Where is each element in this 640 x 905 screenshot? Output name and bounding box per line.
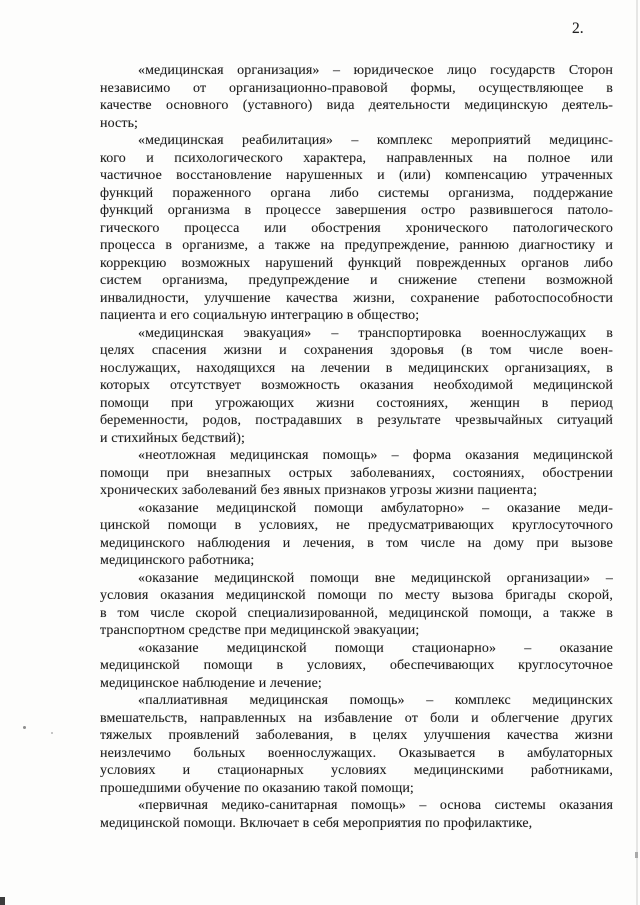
text-line: гического процесса или обострения хронического патологического bbox=[100, 220, 613, 236]
text-line: «медицинская эвакуация» – транспортировка военнослужащих в bbox=[138, 325, 613, 341]
scan-corner-mark-artifact bbox=[0, 897, 5, 905]
text-line: «первичная медико-санитарная помощь» – основа системы оказания bbox=[138, 798, 613, 813]
text-line: «оказание медицинской помощи амбулаторно» – оказание меди- bbox=[138, 500, 613, 516]
paragraph-outpatient-care bbox=[100, 500, 613, 570]
paragraph-primary-health-care bbox=[100, 797, 613, 832]
text-line: коррекцию возможных нарушений функций поврежденных органов либо bbox=[100, 255, 613, 271]
text-line: беременности, родов, пострадавших в результате чрезвычайных ситуаций bbox=[100, 413, 613, 428]
paragraph-inpatient-care bbox=[100, 640, 613, 693]
text-line: функций пораженного органа либо системы организма, поддержание bbox=[100, 185, 613, 201]
text-line: условия оказания медицинской помощи по месту вызова бригады скорой, bbox=[100, 588, 613, 603]
text-line: «оказание медицинской помощи стационарно» – оказание bbox=[138, 640, 613, 656]
text-line: хронических заболеваний без явных признаков угрозы жизни пациента; bbox=[100, 483, 538, 498]
text-line: систем организма, предупреждение и снижение степени возможной bbox=[100, 273, 613, 288]
text-line: пациента и его социальную интеграцию в общество; bbox=[100, 308, 420, 323]
text-line: условиях и стационарных условиях медицинскими работниками, bbox=[100, 763, 613, 778]
text-line: инвалидности, улучшение качества жизни, сохранение работоспособности bbox=[100, 290, 613, 306]
text-line: ность; bbox=[100, 115, 139, 131]
text-line: медицинской помощи в условиях, обеспечивающих круглосуточное bbox=[100, 658, 613, 673]
paragraph-care-outside-organization bbox=[100, 570, 613, 640]
paragraph-medical-rehabilitation bbox=[100, 132, 613, 325]
text-line: помощи при угрожающих жизни состояниях, женщин в период bbox=[100, 395, 613, 411]
text-line: «паллиативная медицинская помощь» – комплекс медицинских bbox=[138, 693, 613, 708]
text-block bbox=[100, 62, 613, 832]
text-line: медицинское наблюдение и лечение; bbox=[100, 675, 322, 691]
paragraph-palliative-care bbox=[100, 692, 613, 797]
scan-edge-line-artifact bbox=[636, 0, 638, 905]
paragraph-urgent-medical-care bbox=[100, 447, 613, 500]
text-line: транспортном средстве при медицинской эвакуации; bbox=[100, 623, 420, 638]
text-line: и стихийных бедствий); bbox=[100, 430, 245, 446]
text-line: независимо от организационно-правовой формы, осуществляющее в bbox=[100, 80, 613, 96]
text-line: функций организма в процессе завершения остро развившегося патоло- bbox=[100, 203, 613, 218]
scan-speck-artifact bbox=[23, 726, 26, 729]
text-line: «оказание медицинской помощи вне медицинской организации» – bbox=[138, 570, 613, 586]
text-line: «неотложная медицинская помощь» – форма оказания медицинской bbox=[138, 448, 613, 463]
text-line: медицинского работника; bbox=[100, 553, 255, 568]
text-line: которых отсутствует возможность оказания необходимой медицинской bbox=[100, 378, 613, 393]
text-line: тяжелых проявлений заболевания, в целях улучшения качества жизни bbox=[100, 728, 613, 743]
paragraph-medical-organization bbox=[100, 62, 613, 132]
scan-speck-artifact bbox=[51, 732, 53, 734]
page-number: 2. bbox=[572, 20, 584, 37]
text-line: «медицинская реабилитация» – комплекс мероприятий медицинс- bbox=[138, 133, 613, 148]
paragraph-medical-evacuation bbox=[100, 325, 613, 448]
text-line: качестве основного (уставного) вида деятельности медицинскую деятель- bbox=[100, 98, 613, 113]
text-line: прошедшими обучение по оказанию такой помощи; bbox=[100, 780, 414, 796]
text-line: неизлечимо больных военнослужащих. Оказывается в амбулаторных bbox=[100, 745, 613, 761]
text-line: процесса в организме, а также на предупреждение, раннюю диагностику и bbox=[100, 238, 613, 253]
text-line: медицинской помощи. Включает в себя мероприятия по профилактике, bbox=[100, 815, 533, 831]
text-line: целях спасения жизни и сохранения здоровья (в том числе воен- bbox=[100, 343, 613, 358]
text-line: в том числе скорой специализированной, медицинской помощи, а также в bbox=[100, 605, 613, 621]
scan-edge-tick-artifact bbox=[635, 852, 638, 858]
text-line: вмешательств, направленных на избавление от боли и облегчение других bbox=[100, 710, 613, 726]
text-line: кого и психологического характера, направленных на полное или bbox=[100, 150, 613, 166]
text-line: нослужащих, находящихся на лечении в медицинских организациях, в bbox=[100, 360, 613, 376]
text-line: цинской помощи в условиях, не предусматривающих круглосуточного bbox=[100, 518, 613, 533]
text-line: помощи при внезапных острых заболеваниях, состояниях, обострении bbox=[100, 465, 613, 481]
text-line: «медицинская организация» – юридическое лицо государств Сторон bbox=[138, 63, 613, 78]
text-line: медицинского наблюдения и лечения, в том числе на дому при вызове bbox=[100, 535, 613, 551]
text-line: частичное восстановление нарушенных и (или) компенсацию утраченных bbox=[100, 168, 613, 183]
